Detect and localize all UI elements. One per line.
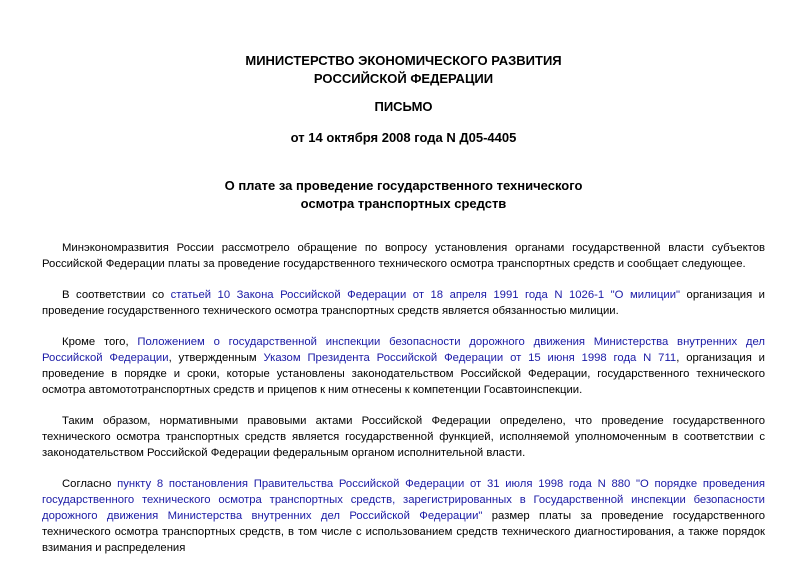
paragraph-4 — [42, 413, 765, 461]
paragraph-3-mid: , утвержденным — [168, 352, 264, 364]
document-subject — [0, 177, 807, 213]
government-resolution-link[interactable]: пункту 8 постановления Правительства Российской Федерации от 31 июля 1998 года N 880 "О порядке проведения государственного технического осмотра транспортных средств, зарегистрированных в Государственной инспекции безопасности дорожного движения Министерства внутренних дел Российской Федерации" — [42, 478, 766, 522]
paragraph-2-pre: В соответствии со — [62, 289, 171, 301]
law-on-militia-link[interactable]: статьей 10 Закона Российской Федерации от 18 апреля 1991 года N 1026-1 "О милиции" — [170, 289, 681, 301]
date-number-label: от 14 октября 2008 года N Д05-4405 — [290, 130, 517, 145]
document-body — [42, 240, 765, 571]
subject-line-2: осмотра транспортных средств — [300, 196, 507, 211]
paragraph-5-pre: Согласно — [62, 478, 118, 490]
paragraph-2-post: организация и проведение государственного технического осмотра транспортных средств является обязанностью милиции. — [42, 289, 765, 317]
presidential-decree-link[interactable]: Указом Президента Российской Федерации от 15 июня 1998 года N 711 — [263, 352, 677, 364]
document-date-number — [0, 129, 807, 147]
paragraph-3-pre: Кроме того, — [62, 336, 138, 348]
document-type — [0, 98, 807, 116]
ministry-line-2: РОССИЙСКОЙ ФЕДЕРАЦИИ — [313, 71, 494, 86]
paragraph-5-post: размер платы за проведение государственного технического осмотра транспортных средств, в том числе с использованием средств технического диагностирования, а также порядок взимания и распределения — [42, 510, 765, 554]
subject-line-1: О плате за проведение государственного технического — [224, 178, 583, 193]
ministry-heading — [0, 52, 807, 88]
document-type-label: ПИСЬМО — [374, 99, 433, 114]
paragraph-2 — [42, 287, 765, 319]
ministry-line-1: МИНИСТЕРСТВО ЭКОНОМИЧЕСКОГО РАЗВИТИЯ — [245, 53, 562, 68]
gibdd-regulation-link[interactable]: Положением о государственной инспекции безопасности дорожного движения Министерства внутренних дел Российской Федерации — [42, 336, 765, 364]
paragraph-1-text: Минэкономразвития России рассмотрело обращение по вопросу установления органами государственной власти субъектов Российской Федерации платы за проведение государственного технического осмотра транспортных средств и сообщает следующее. — [42, 242, 765, 270]
paragraph-3-post: , организация и проведение в порядке и сроки, которые установлены законодательством Российской Федерации, государственного технического осмотра автомототранспортных средств и прицепов к ним отнесены к компетенции Госавтоинспекции. — [42, 352, 765, 396]
paragraph-5 — [42, 476, 765, 556]
paragraph-4-text: Таким образом, нормативными правовыми актами Российской Федерации определено, что проведение государственного технического осмотра транспортных средств является государственной функцией, исполняемой уполномоченным в соответствии с законодательством Российской Федерации федеральным органом исполнительной власти. — [42, 415, 765, 459]
paragraph-3 — [42, 334, 765, 398]
paragraph-1 — [42, 240, 765, 272]
